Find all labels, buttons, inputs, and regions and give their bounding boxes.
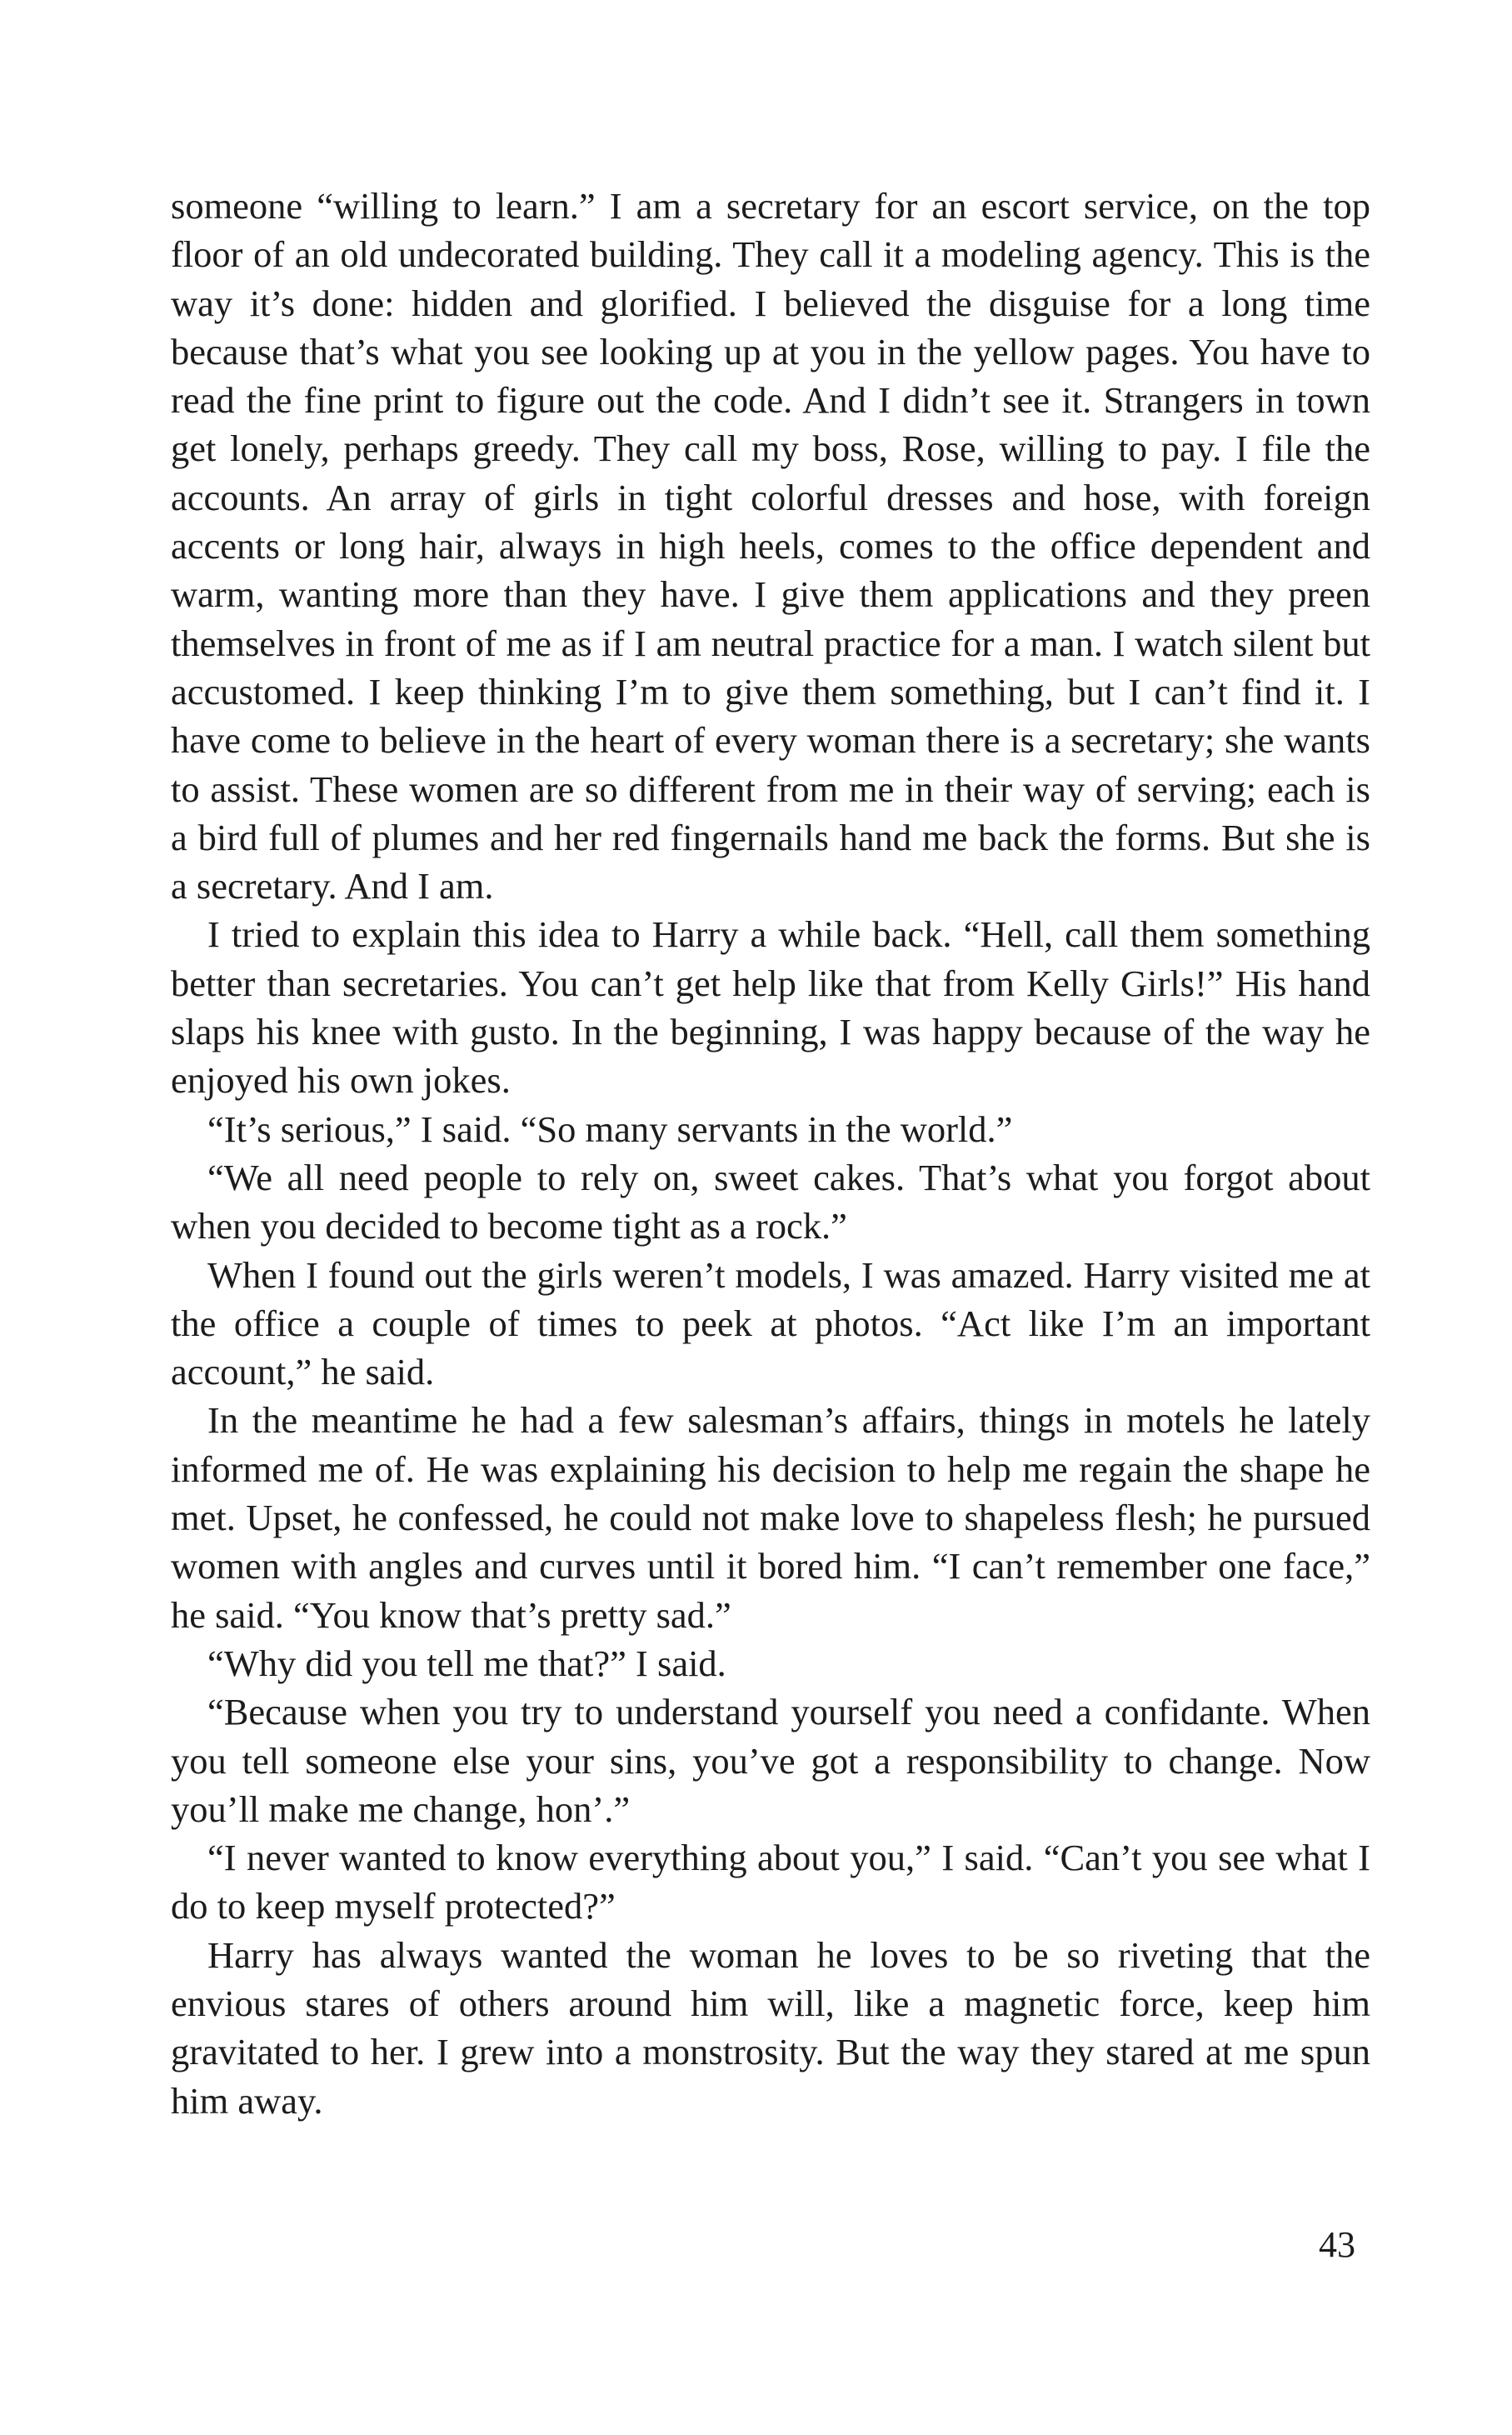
paragraph-4: “We all need people to rely on, sweet cakes. That’s what you forgot about when you decided to become tight as a rock.” [171, 1156, 1370, 1248]
paragraph-2: I tried to explain this idea to Harry a while back. “Hell, call them something better than secretaries. You can’t get help like that from Kelly Girls!” His hand slaps his knee with gusto. In the beginning, I was happy because of the way he enjoyed his own jokes. [171, 913, 1370, 1102]
paragraph-8: “Because when you try to understand yourself you need a confidante. When you tell someone else your sins, you’ve got a responsibility to change. Now you’ll make me change, hon’.” [171, 1691, 1370, 1830]
paragraph-9: “I never wanted to know everything about you,” I said. “Can’t you see what I do to keep myself protected?” [171, 1837, 1370, 1928]
page-number: 43 [1319, 2224, 1355, 2265]
body-text [171, 182, 1370, 2125]
paragraph-10: Harry has always wanted the woman he loves to be so riveting that the envious stares of others around him will, like a magnetic force, keep him gravitated to her. I grew into a monstrosity. But the way they stared at me spun him away. [171, 1933, 1370, 2122]
paragraph-1: someone “willing to learn.” I am a secretary for an escort service, on the top floor of an old undecorated building. They call it a modeling agency. This is the way it’s done: hidden and glorified. I believed the disguise for a long time because that’s what you see looking up at you in the yellow pages. You have to read the fine print to figure out the code. And I didn’t see it. Strangers in town get lonely, perhaps greedy. They call my boss, Rose, willing to pay. I file the accounts. An array of girls in tight colorful dresses and hose, with foreign accents or long hair, always in high heels, comes to the office dependent and warm, wanting more than they have. I give them applications and they preen themselves in front of me as if I am neutral practice for a man. I watch silent but accustomed. I keep thinking I’m to give them something, but I can’t find it. I have come to believe in the heart of every woman there is a secretary; she wants to assist. These women are so different from me in their way of serving; each is a bird full of plumes and her red fingernails hand me back the forms. But she is a secretary. And I am. [171, 185, 1370, 908]
paragraph-6: In the meantime he had a few salesman’s affairs, things in motels he lately informed me of. He was explaining his decision to help me regain the shape he met. Upset, he confessed, he could not make love to shapeless flesh; he pursued women with angles and curves until it bored him. “I can’t remember one face,” he said. “You know that’s pretty sad.” [171, 1399, 1370, 1636]
paragraph-3: “It’s serious,” I said. “So many servants in the world.” [207, 1108, 1013, 1150]
paragraph-7: “Why did you tell me that?” I said. [207, 1642, 726, 1684]
paragraph-5: When I found out the girls weren’t models, I was amazed. Harry visited me at the office a couple of times to peek at photos. “Act like I’m an important account,” he said. [171, 1253, 1370, 1393]
